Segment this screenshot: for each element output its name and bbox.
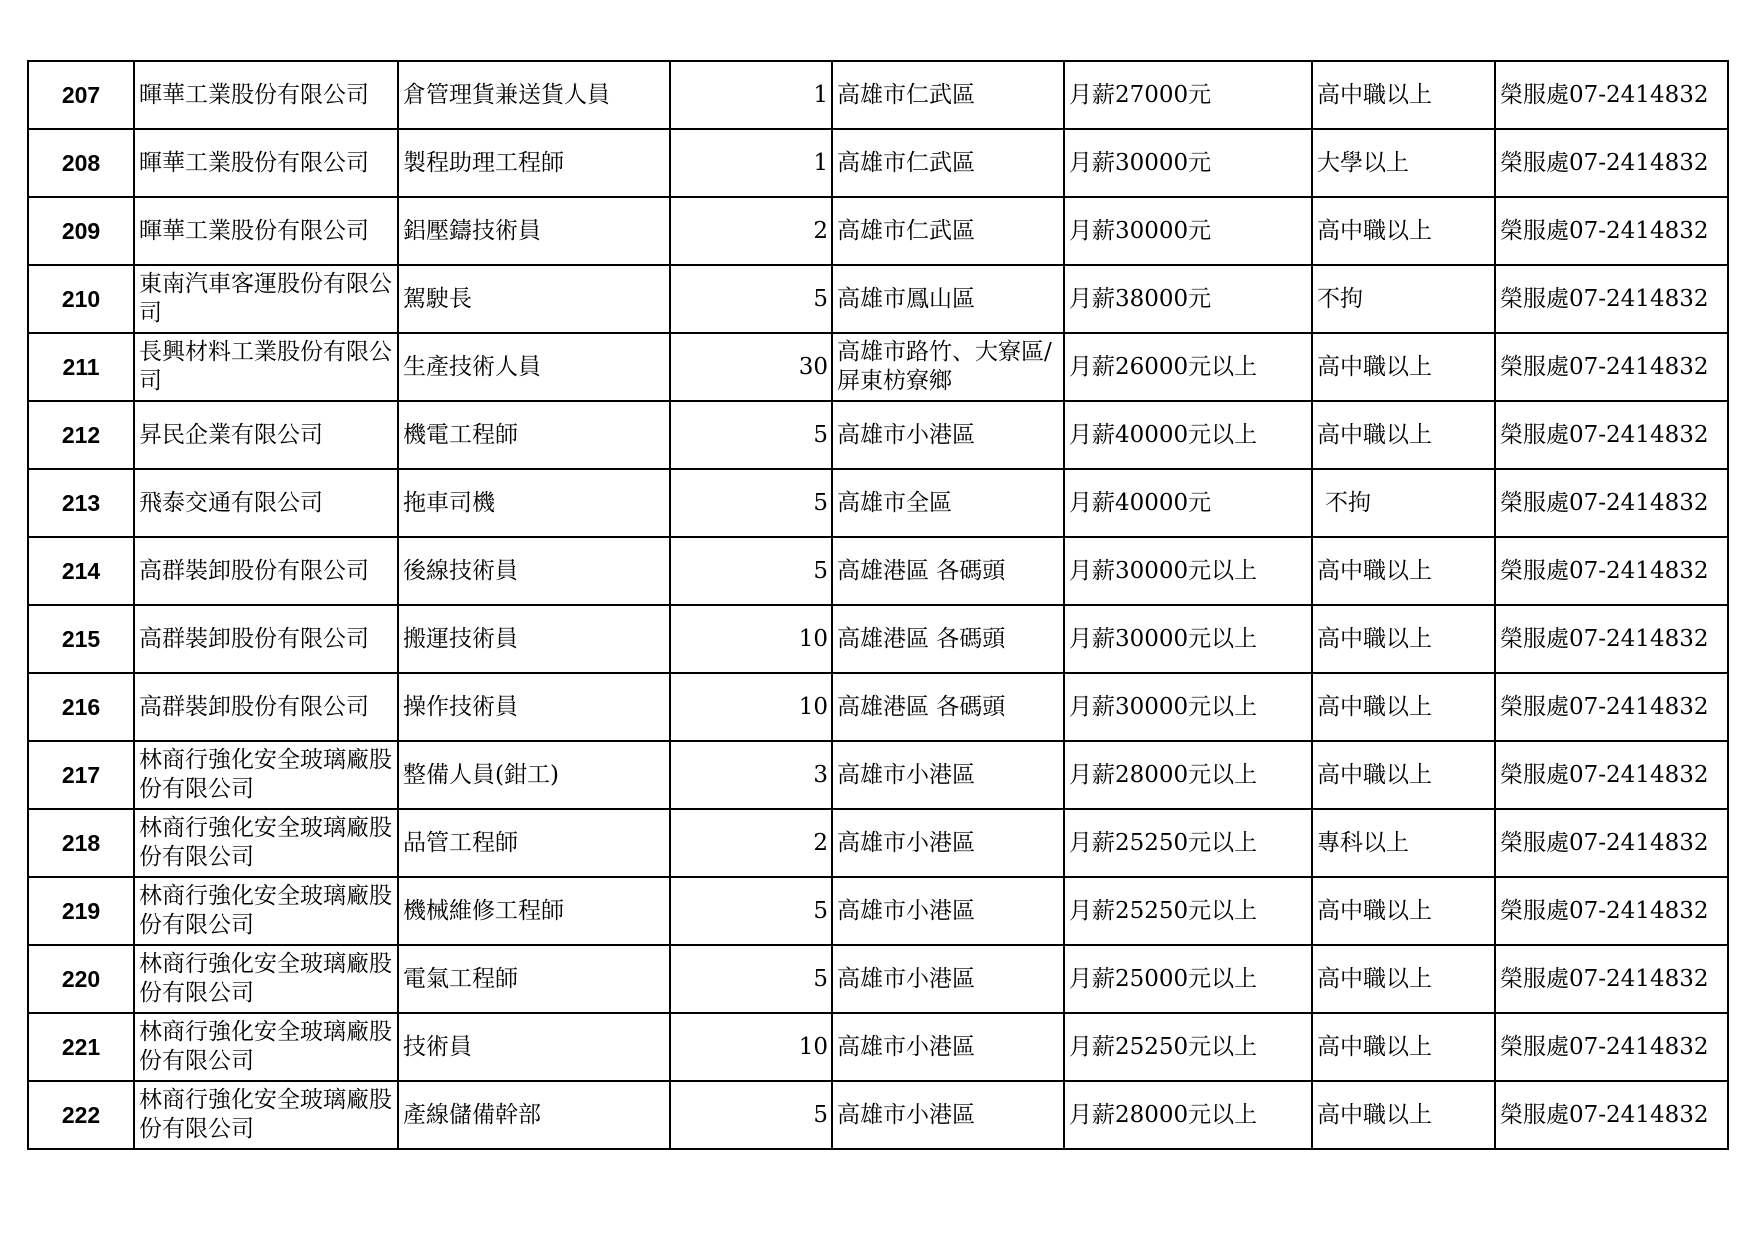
work-location: 高雄市仁武區 <box>832 197 1064 265</box>
salary: 月薪30000元 <box>1064 129 1312 197</box>
row-number: 216 <box>28 673 134 741</box>
company-name: 林商行強化安全玻璃廠股份有限公司 <box>134 741 398 809</box>
openings-count: 5 <box>670 265 832 333</box>
job-position: 拖車司機 <box>398 469 670 537</box>
row-number: 215 <box>28 605 134 673</box>
salary: 月薪30000元以上 <box>1064 673 1312 741</box>
work-location: 高雄港區 各碼頭 <box>832 605 1064 673</box>
salary: 月薪38000元 <box>1064 265 1312 333</box>
row-number: 217 <box>28 741 134 809</box>
salary: 月薪25000元以上 <box>1064 945 1312 1013</box>
contact-info: 榮服處07-2414832 <box>1495 469 1728 537</box>
job-listings-body <box>28 61 1728 1149</box>
job-position: 技術員 <box>398 1013 670 1081</box>
education-requirement: 高中職以上 <box>1312 333 1495 401</box>
openings-count: 5 <box>670 401 832 469</box>
salary: 月薪30000元以上 <box>1064 605 1312 673</box>
openings-count: 2 <box>670 197 832 265</box>
row-number: 212 <box>28 401 134 469</box>
table-row <box>28 945 1728 1013</box>
openings-count: 10 <box>670 1013 832 1081</box>
salary: 月薪26000元以上 <box>1064 333 1312 401</box>
openings-count: 5 <box>670 537 832 605</box>
education-requirement: 高中職以上 <box>1312 537 1495 605</box>
contact-info: 榮服處07-2414832 <box>1495 401 1728 469</box>
company-name: 暉華工業股份有限公司 <box>134 197 398 265</box>
job-position: 操作技術員 <box>398 673 670 741</box>
openings-count: 1 <box>670 129 832 197</box>
work-location: 高雄市仁武區 <box>832 129 1064 197</box>
contact-info: 榮服處07-2414832 <box>1495 537 1728 605</box>
row-number: 208 <box>28 129 134 197</box>
education-requirement: 專科以上 <box>1312 809 1495 877</box>
education-requirement: 高中職以上 <box>1312 877 1495 945</box>
work-location: 高雄市小港區 <box>832 945 1064 1013</box>
contact-info: 榮服處07-2414832 <box>1495 809 1728 877</box>
openings-count: 5 <box>670 945 832 1013</box>
company-name: 高群裝卸股份有限公司 <box>134 673 398 741</box>
contact-info: 榮服處07-2414832 <box>1495 129 1728 197</box>
contact-info: 榮服處07-2414832 <box>1495 605 1728 673</box>
company-name: 林商行強化安全玻璃廠股份有限公司 <box>134 877 398 945</box>
contact-info: 榮服處07-2414832 <box>1495 333 1728 401</box>
table-row <box>28 673 1728 741</box>
salary: 月薪28000元以上 <box>1064 1081 1312 1149</box>
job-position: 電氣工程師 <box>398 945 670 1013</box>
job-position: 鋁壓鑄技術員 <box>398 197 670 265</box>
job-position: 生產技術人員 <box>398 333 670 401</box>
contact-info: 榮服處07-2414832 <box>1495 197 1728 265</box>
table-row <box>28 1081 1728 1149</box>
education-requirement: 高中職以上 <box>1312 1013 1495 1081</box>
table-row <box>28 1013 1728 1081</box>
table-row <box>28 265 1728 333</box>
openings-count: 10 <box>670 673 832 741</box>
row-number: 211 <box>28 333 134 401</box>
work-location: 高雄市路竹、大寮區/屏東枋寮鄉 <box>832 333 1064 401</box>
table-row <box>28 129 1728 197</box>
table-row <box>28 197 1728 265</box>
job-position: 後線技術員 <box>398 537 670 605</box>
contact-info: 榮服處07-2414832 <box>1495 945 1728 1013</box>
education-requirement: 不拘 <box>1312 469 1495 537</box>
company-name: 暉華工業股份有限公司 <box>134 129 398 197</box>
openings-count: 30 <box>670 333 832 401</box>
company-name: 飛泰交通有限公司 <box>134 469 398 537</box>
education-requirement: 大學以上 <box>1312 129 1495 197</box>
work-location: 高雄港區 各碼頭 <box>832 673 1064 741</box>
row-number: 207 <box>28 61 134 129</box>
openings-count: 5 <box>670 1081 832 1149</box>
education-requirement: 不拘 <box>1312 265 1495 333</box>
salary: 月薪28000元以上 <box>1064 741 1312 809</box>
salary: 月薪40000元 <box>1064 469 1312 537</box>
work-location: 高雄市小港區 <box>832 877 1064 945</box>
openings-count: 2 <box>670 809 832 877</box>
row-number: 219 <box>28 877 134 945</box>
job-position: 整備人員(鉗工) <box>398 741 670 809</box>
company-name: 林商行強化安全玻璃廠股份有限公司 <box>134 945 398 1013</box>
job-position: 機電工程師 <box>398 401 670 469</box>
row-number: 218 <box>28 809 134 877</box>
row-number: 209 <box>28 197 134 265</box>
work-location: 高雄市小港區 <box>832 1013 1064 1081</box>
job-position: 搬運技術員 <box>398 605 670 673</box>
contact-info: 榮服處07-2414832 <box>1495 741 1728 809</box>
table-row <box>28 469 1728 537</box>
salary: 月薪25250元以上 <box>1064 809 1312 877</box>
work-location: 高雄市小港區 <box>832 741 1064 809</box>
education-requirement: 高中職以上 <box>1312 1081 1495 1149</box>
openings-count: 1 <box>670 61 832 129</box>
company-name: 暉華工業股份有限公司 <box>134 61 398 129</box>
work-location: 高雄市小港區 <box>832 809 1064 877</box>
job-position: 產線儲備幹部 <box>398 1081 670 1149</box>
work-location: 高雄市全區 <box>832 469 1064 537</box>
row-number: 222 <box>28 1081 134 1149</box>
company-name: 長興材料工業股份有限公司 <box>134 333 398 401</box>
table-row <box>28 61 1728 129</box>
job-position: 倉管理貨兼送貨人員 <box>398 61 670 129</box>
salary: 月薪25250元以上 <box>1064 1013 1312 1081</box>
table-row <box>28 877 1728 945</box>
education-requirement: 高中職以上 <box>1312 61 1495 129</box>
education-requirement: 高中職以上 <box>1312 945 1495 1013</box>
work-location: 高雄市仁武區 <box>832 61 1064 129</box>
salary: 月薪30000元 <box>1064 197 1312 265</box>
company-name: 高群裝卸股份有限公司 <box>134 537 398 605</box>
salary: 月薪40000元以上 <box>1064 401 1312 469</box>
work-location: 高雄市鳳山區 <box>832 265 1064 333</box>
work-location: 高雄港區 各碼頭 <box>832 537 1064 605</box>
job-position: 駕駛長 <box>398 265 670 333</box>
row-number: 210 <box>28 265 134 333</box>
contact-info: 榮服處07-2414832 <box>1495 1081 1728 1149</box>
job-position: 製程助理工程師 <box>398 129 670 197</box>
table-row <box>28 605 1728 673</box>
row-number: 221 <box>28 1013 134 1081</box>
job-position: 機械維修工程師 <box>398 877 670 945</box>
openings-count: 5 <box>670 469 832 537</box>
company-name: 高群裝卸股份有限公司 <box>134 605 398 673</box>
row-number: 213 <box>28 469 134 537</box>
contact-info: 榮服處07-2414832 <box>1495 265 1728 333</box>
contact-info: 榮服處07-2414832 <box>1495 673 1728 741</box>
education-requirement: 高中職以上 <box>1312 673 1495 741</box>
salary: 月薪25250元以上 <box>1064 877 1312 945</box>
openings-count: 10 <box>670 605 832 673</box>
contact-info: 榮服處07-2414832 <box>1495 1013 1728 1081</box>
work-location: 高雄市小港區 <box>832 401 1064 469</box>
table-row <box>28 741 1728 809</box>
contact-info: 榮服處07-2414832 <box>1495 61 1728 129</box>
contact-info: 榮服處07-2414832 <box>1495 877 1728 945</box>
table-row <box>28 809 1728 877</box>
company-name: 林商行強化安全玻璃廠股份有限公司 <box>134 809 398 877</box>
salary: 月薪27000元 <box>1064 61 1312 129</box>
company-name: 東南汽車客運股份有限公司 <box>134 265 398 333</box>
work-location: 高雄市小港區 <box>832 1081 1064 1149</box>
row-number: 214 <box>28 537 134 605</box>
openings-count: 5 <box>670 877 832 945</box>
table-row <box>28 333 1728 401</box>
salary: 月薪30000元以上 <box>1064 537 1312 605</box>
education-requirement: 高中職以上 <box>1312 741 1495 809</box>
company-name: 林商行強化安全玻璃廠股份有限公司 <box>134 1081 398 1149</box>
job-position: 品管工程師 <box>398 809 670 877</box>
job-listings-table <box>27 60 1729 1150</box>
row-number: 220 <box>28 945 134 1013</box>
company-name: 昇民企業有限公司 <box>134 401 398 469</box>
education-requirement: 高中職以上 <box>1312 401 1495 469</box>
company-name: 林商行強化安全玻璃廠股份有限公司 <box>134 1013 398 1081</box>
education-requirement: 高中職以上 <box>1312 197 1495 265</box>
table-row <box>28 401 1728 469</box>
openings-count: 3 <box>670 741 832 809</box>
table-row <box>28 537 1728 605</box>
education-requirement: 高中職以上 <box>1312 605 1495 673</box>
